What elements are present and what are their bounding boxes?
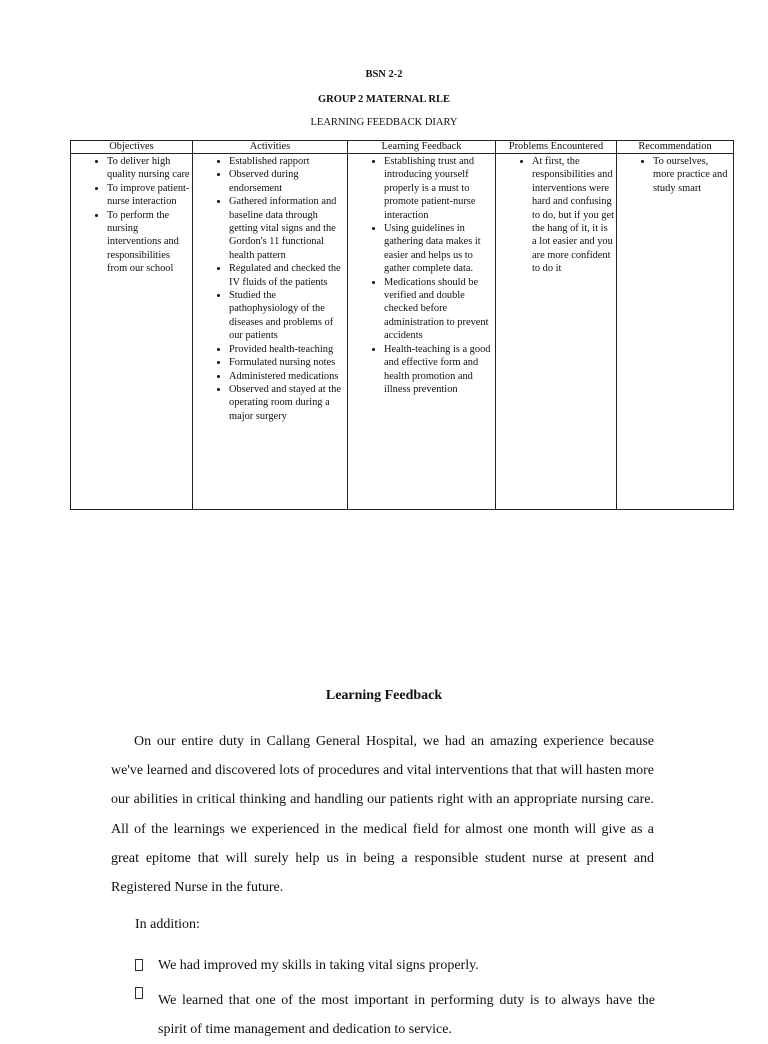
box-bullet-icon — [135, 987, 143, 999]
box-bullet-icon — [135, 959, 143, 971]
list-item — [135, 958, 655, 974]
activities-cell — [193, 154, 348, 510]
list-item: • Established rapport — [229, 155, 345, 168]
in-addition-label: In addition: — [135, 917, 200, 932]
list-item: • At first, the responsibilities and interventions were hard and confusing to do, but if you get the hang of it, it is a lot easier and you are more confident to do it — [532, 155, 614, 276]
list-item — [135, 986, 655, 1044]
diary-title: LEARNING FEEDBACK DIARY — [310, 117, 458, 128]
activities-list — [195, 155, 345, 423]
problems-list — [498, 155, 614, 276]
column-header-recommendation: Recommendation — [617, 141, 734, 154]
objectives-cell — [71, 154, 193, 510]
list-item: • To perform the nursing interventions and responsibilities from our school — [107, 209, 190, 276]
list-item: • To deliver high quality nursing care — [107, 155, 190, 182]
learning-feedback-cell — [348, 154, 496, 510]
recommendation-cell — [617, 154, 734, 510]
list-item: • Regulated and checked the IV fluids of the patients — [229, 262, 345, 289]
feedback-paragraph: On our entire duty in Callang General Hospital, we had an amazing experience because we've learned and discovered lots of procedures and vital interventions that that will hasten more our abilities in critical thinking and handling our patients right with an appropriate nursing care. All of the learnings we experienced in the medical field for almost one month will give as a great epitome that will surely help us in being a responsible student nurse at present and Registered Nurse in the future. — [111, 734, 654, 896]
list-item: • Studied the pathophysiology of the diseases and problems of our patients — [229, 289, 345, 343]
list-item: • Establishing trust and introducing yourself properly is a must to promote patient-nurse interaction — [384, 155, 493, 222]
learning-feedback-table — [70, 140, 734, 510]
table-header-row — [71, 141, 734, 154]
section-title: Learning Feedback — [325, 688, 443, 703]
problems-encountered-cell — [496, 154, 617, 510]
list-item: • To ourselves, more practice and study smart — [653, 155, 731, 195]
list-item: • Observed and stayed at the operating room during a major surgery — [229, 383, 345, 423]
list-item: • Provided health-teaching — [229, 343, 345, 356]
list-item: • Observed during endorsement — [229, 168, 345, 195]
column-header-objectives: Objectives — [71, 141, 193, 154]
list-item: • Administered medications — [229, 370, 345, 383]
list-item: • Using guidelines in gathering data makes it easier and helps us to gather complete data. — [384, 222, 493, 276]
learning-feedback-list — [350, 155, 493, 396]
list-item: • Gathered information and baseline data through getting vital signs and the Gordon's 11 functional health pattern — [229, 195, 345, 262]
list-item: • To improve patient-nurse interaction — [107, 182, 190, 209]
bullet-text: We had improved my skills in taking vital signs properly. — [158, 958, 479, 973]
recommendation-list — [619, 155, 731, 195]
list-item: • Formulated nursing notes — [229, 356, 345, 369]
column-header-activities: Activities — [193, 141, 348, 154]
column-header-problems-encountered: Problems Encountered — [496, 141, 617, 154]
table-row — [71, 154, 734, 510]
objectives-list — [73, 155, 190, 276]
column-header-learning-feedback: Learning Feedback — [348, 141, 496, 154]
group-title: GROUP 2 MATERNAL RLE — [318, 94, 450, 105]
list-item: • Health-teaching is a good and effective form and health promotion and illness prevention — [384, 343, 493, 397]
document-code: BSN 2-2 — [365, 69, 403, 80]
bullet-text: We learned that one of the most important in performing duty is to always have the spirit of time management and dedication to service. — [158, 993, 655, 1037]
list-item: • Medications should be verified and double checked before administration to prevent accidents — [384, 276, 493, 343]
